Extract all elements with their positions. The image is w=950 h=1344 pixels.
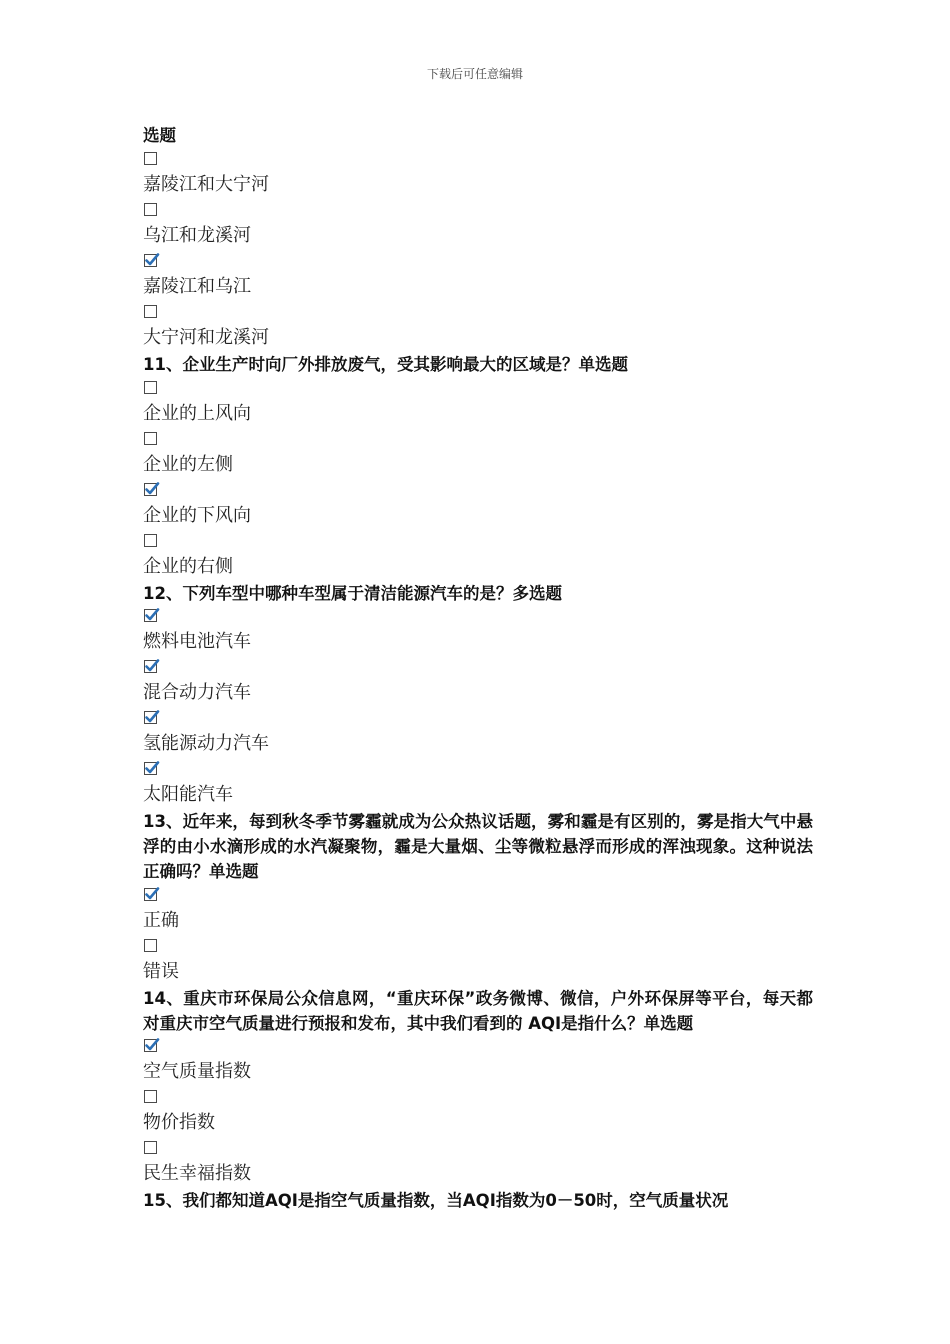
- checked-checkbox-icon[interactable]: [144, 609, 157, 622]
- option-label: 企业的上风向: [143, 402, 251, 424]
- answer-option: [143, 609, 813, 657]
- answer-option: [143, 381, 813, 429]
- question-block: [143, 1189, 813, 1214]
- answer-option: [143, 1039, 813, 1087]
- answer-option: [143, 254, 813, 302]
- checkbox-icon[interactable]: [144, 152, 157, 165]
- checkbox-icon[interactable]: [144, 305, 157, 318]
- option-label: 嘉陵江和大宁河: [143, 173, 269, 195]
- option-label: 物价指数: [143, 1112, 215, 1134]
- question-heading: 12、下列车型中哪种车型属于清洁能源汽车的是？多选题: [143, 583, 562, 603]
- option-label: 乌江和龙溪河: [143, 224, 251, 246]
- option-label: 错误: [143, 960, 179, 982]
- checked-checkbox-icon[interactable]: [144, 888, 157, 901]
- question-heading: 13、近年来，每到秋冬季节雾霾就成为公众热议话题，雾和霾是有区别的，雾是指大气中悬浮的由小水滴形成的水汽凝聚物，霾是大量烟、尘等微粒悬浮而形成的浑浊现象。这种说法正确吗？单选题: [143, 812, 813, 881]
- answer-option: [143, 1141, 813, 1189]
- checked-checkbox-icon[interactable]: [144, 660, 157, 673]
- question-block: [143, 582, 813, 811]
- question-list: [143, 124, 813, 1214]
- checkbox-icon[interactable]: [144, 1141, 157, 1154]
- checkbox-icon[interactable]: [144, 432, 157, 445]
- question-heading: 11、企业生产时向厂外排放废气，受其影响最大的区域是？单选题: [143, 354, 628, 374]
- question-block: [143, 353, 813, 582]
- answer-option: [143, 534, 813, 582]
- option-label: 嘉陵江和乌江: [143, 275, 251, 297]
- checked-checkbox-icon[interactable]: [144, 254, 157, 267]
- question-heading: 14、重庆市环保局公众信息网，“重庆环保”政务微博、微信，户外环保屏等平台，每天都对重庆市空气质量进行预报和发布，其中我们看到的 AQI是指什么？单选题: [143, 988, 813, 1033]
- answer-option: [143, 939, 813, 987]
- answer-option: [143, 762, 813, 810]
- page-header: 下载后可任意编辑: [426, 67, 523, 81]
- checkbox-icon[interactable]: [144, 939, 157, 952]
- answer-option: [143, 711, 813, 759]
- option-label: 企业的左侧: [143, 453, 233, 475]
- answer-option: [143, 660, 813, 708]
- option-label: 太阳能汽车: [143, 784, 233, 806]
- question-block: [143, 124, 813, 353]
- checked-checkbox-icon[interactable]: [144, 483, 157, 496]
- option-label: 混合动力汽车: [143, 682, 251, 704]
- question-block: [143, 987, 813, 1190]
- checked-checkbox-icon[interactable]: [144, 762, 157, 775]
- checked-checkbox-icon[interactable]: [144, 711, 157, 724]
- checked-checkbox-icon[interactable]: [144, 1039, 157, 1052]
- option-label: 氢能源动力汽车: [143, 733, 269, 755]
- answer-option: [143, 1090, 813, 1138]
- answer-option: [143, 888, 813, 936]
- answer-option: [143, 203, 813, 251]
- option-label: 企业的下风向: [143, 504, 251, 526]
- answer-option: [143, 152, 813, 200]
- answer-option: [143, 305, 813, 353]
- checkbox-icon[interactable]: [144, 381, 157, 394]
- answer-option: [143, 432, 813, 480]
- option-label: 企业的右侧: [143, 555, 233, 577]
- option-label: 大宁河和龙溪河: [143, 326, 269, 348]
- question-heading: 15、我们都知道AQI是指空气质量指数，当AQI指数为0－50时，空气质量状况: [143, 1191, 729, 1211]
- answer-option: [143, 483, 813, 531]
- option-label: 燃料电池汽车: [143, 631, 251, 653]
- question-block: [143, 810, 813, 986]
- option-label: 民生幸福指数: [143, 1163, 251, 1185]
- question-heading: 选题: [143, 126, 176, 145]
- checkbox-icon[interactable]: [144, 534, 157, 547]
- checkbox-icon[interactable]: [144, 1090, 157, 1103]
- option-label: 空气质量指数: [143, 1061, 251, 1083]
- checkbox-icon[interactable]: [144, 203, 157, 216]
- option-label: 正确: [143, 909, 179, 931]
